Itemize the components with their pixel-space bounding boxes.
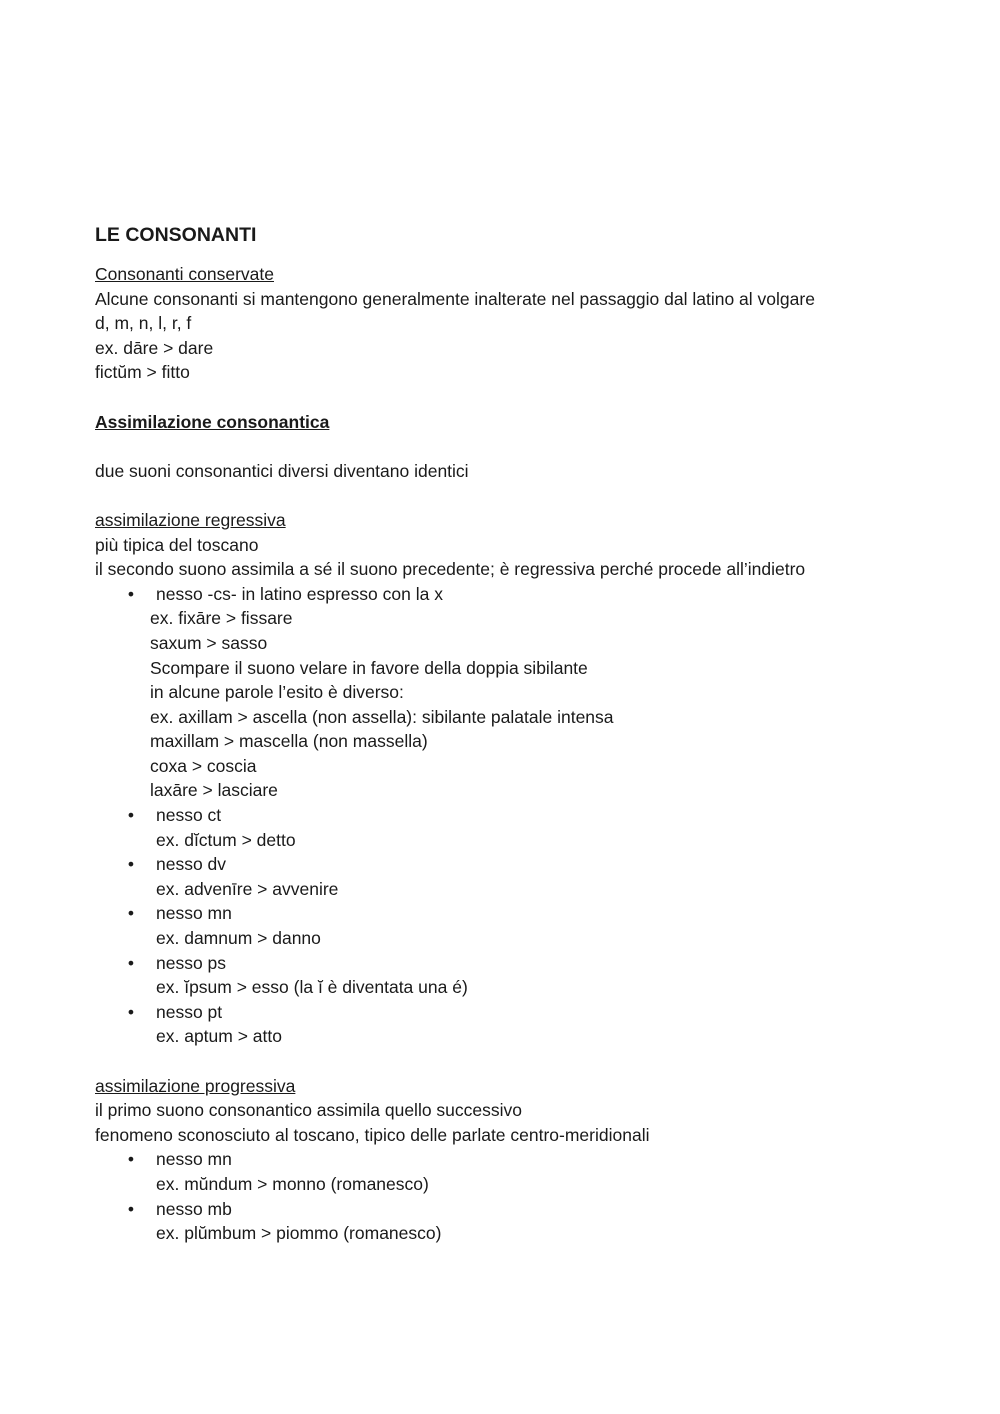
list-item-details (95, 606, 915, 803)
text-line: Alcune consonanti si mantengono generalmente inalterate nel passaggio dal latino al volgare (95, 288, 815, 309)
example-line: Scompare il suono velare in favore della doppia sibilante (150, 657, 588, 678)
text-line: il primo suono consonantico assimila quello successivo (95, 1100, 523, 1121)
document-body (95, 220, 915, 1246)
example-line: ex. fixāre > fissare (150, 608, 293, 629)
bullet-icon: • (127, 583, 135, 604)
example-line: saxum > sasso (150, 632, 268, 653)
list-item (95, 1147, 915, 1196)
list-item-label: nesso ps (156, 952, 227, 973)
bullet-icon: • (127, 854, 135, 875)
example-line: laxāre > lasciare (150, 780, 278, 801)
list-item (95, 582, 915, 607)
section-progressiva (95, 1074, 915, 1246)
section-assimilazione (95, 410, 915, 484)
list-item-label: nesso -cs- in latino espresso con la x (156, 583, 443, 604)
section-heading: Assimilazione consonantica (95, 411, 330, 432)
section-heading: assimilazione regressiva (95, 509, 286, 530)
definition-text: due suoni consonantici diversi diventano identici (95, 460, 469, 481)
example-line: ex. axillam > ascella (non assella): sibilante palatale intensa (150, 706, 614, 727)
bullet-icon: • (127, 903, 135, 924)
list-item (95, 852, 915, 901)
bullet-icon: • (127, 1149, 135, 1170)
example-line: maxillam > mascella (non massella) (150, 731, 428, 752)
bullet-icon: • (127, 952, 135, 973)
list-item (95, 951, 915, 1000)
list-item (95, 803, 915, 852)
example-line: ex. advenīre > avvenire (156, 878, 339, 899)
list-item-label: nesso mn (156, 1149, 232, 1170)
text-line: fictŭm > fitto (95, 362, 190, 383)
list-item (95, 1000, 915, 1049)
example-line: ex. ĭpsum > esso (la ĭ è diventata una é) (156, 977, 468, 998)
list-item-label: nesso mn (156, 903, 232, 924)
bullet-icon: • (127, 1001, 135, 1022)
text-line: il secondo suono assimila a sé il suono precedente; è regressiva perché procede all’indietro (95, 559, 806, 580)
bullet-icon: • (127, 805, 135, 826)
bullet-icon: • (127, 1198, 135, 1219)
list-item-label: nesso mb (156, 1198, 232, 1219)
bullet-list (95, 1147, 915, 1245)
section-regressiva (95, 508, 915, 1049)
bullet-list (95, 582, 915, 607)
text-line: ex. dāre > dare (95, 337, 214, 358)
list-item-label: nesso ct (156, 805, 222, 826)
example-line: coxa > coscia (150, 755, 257, 776)
text-line: fenomeno sconosciuto al toscano, tipico delle parlate centro-meridionali (95, 1124, 650, 1145)
text-line: d, m, n, l, r, f (95, 313, 192, 334)
page-title: LE CONSONANTI (95, 224, 257, 246)
list-item (95, 901, 915, 950)
bullet-list (95, 803, 915, 1049)
text-line: più tipica del toscano (95, 534, 259, 555)
section-heading: assimilazione progressiva (95, 1075, 296, 1096)
example-line: ex. aptum > atto (156, 1026, 282, 1047)
example-line: ex. plŭmbum > piommo (romanesco) (156, 1223, 442, 1244)
list-item-label: nesso pt (156, 1001, 223, 1022)
list-item (95, 1197, 915, 1246)
example-line: ex. dĭctum > detto (156, 829, 296, 850)
list-item-label: nesso dv (156, 854, 227, 875)
section-conservate (95, 262, 915, 385)
section-heading: Consonanti conservate (95, 264, 274, 284)
example-line: ex. damnum > danno (156, 928, 321, 949)
example-line: ex. mŭndum > monno (romanesco) (156, 1173, 429, 1194)
example-line: in alcune parole l’esito è diverso: (150, 682, 404, 703)
